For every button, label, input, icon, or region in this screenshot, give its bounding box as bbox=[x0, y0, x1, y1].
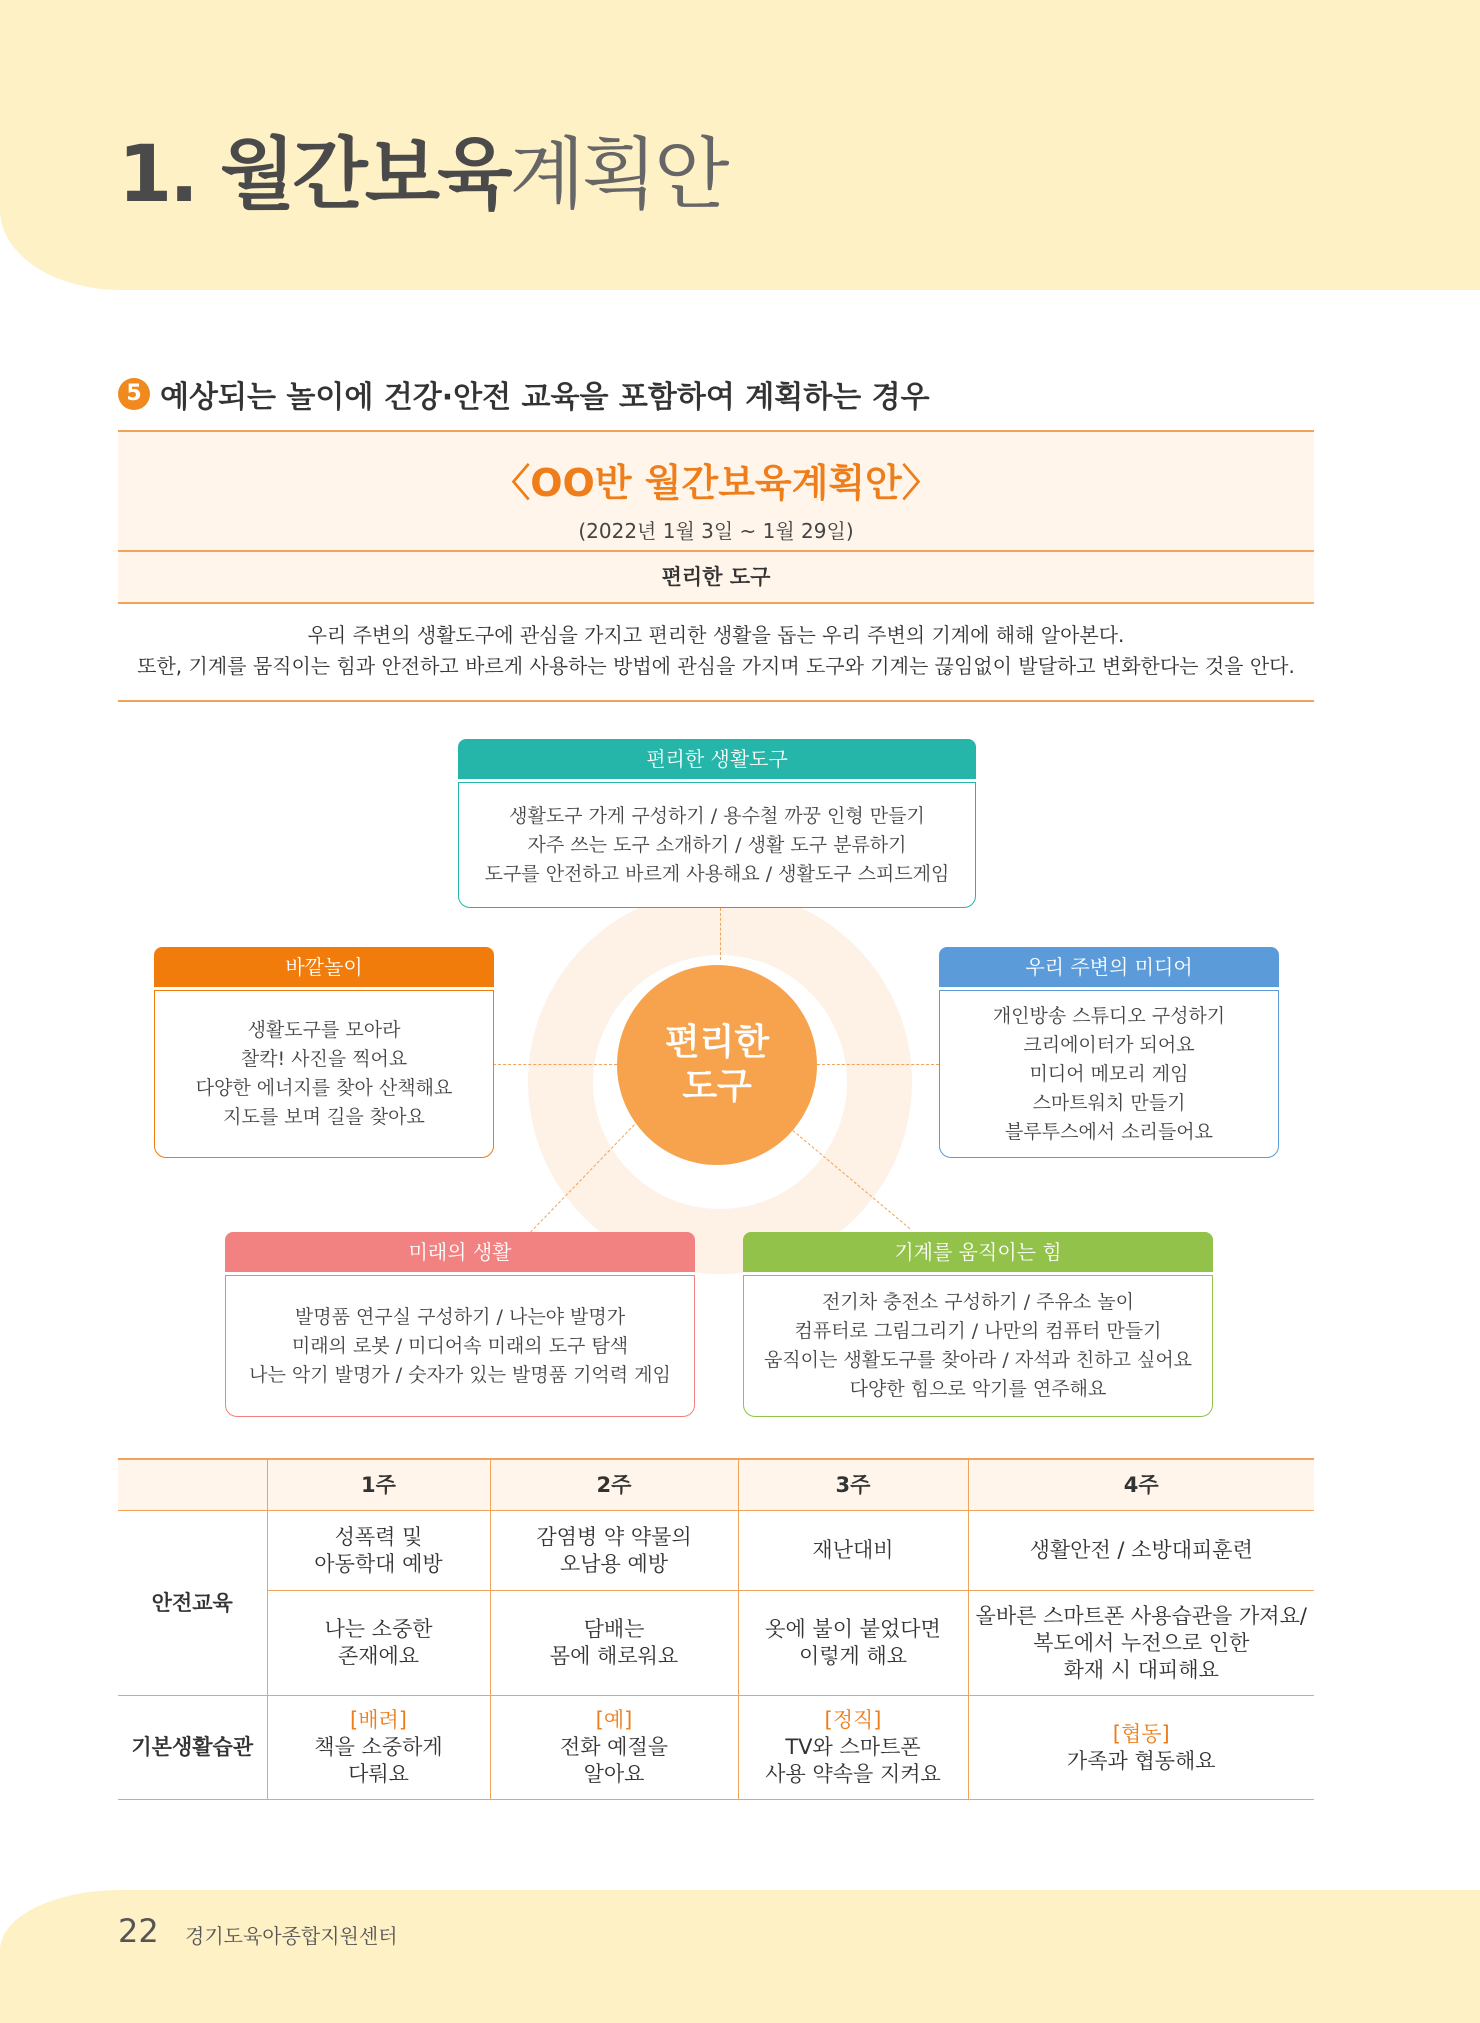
habit-text: TV와 스마트폰 사용 약속을 지켜요 bbox=[765, 1735, 941, 1786]
section-number-badge: 5 bbox=[118, 378, 150, 410]
habit-tag: [예] bbox=[595, 1708, 633, 1732]
category-item: 블루투스에서 소리들어요 bbox=[1005, 1120, 1213, 1143]
table-cell: 생활안전 / 소방대피훈련 bbox=[968, 1511, 1314, 1591]
plan-topic: 편리한 도구 bbox=[118, 552, 1314, 604]
page-title-light: 계획안 bbox=[509, 130, 727, 220]
plan-goal-line: 우리 주변의 생활도구에 관심을 가지고 편리한 생활을 돕는 우리 주변의 기계에 해해 알아본다. bbox=[307, 623, 1125, 647]
weekly-header-week: 1주 bbox=[267, 1459, 490, 1511]
connector-left bbox=[493, 1064, 617, 1065]
page-number: 22 bbox=[118, 1912, 159, 1950]
category-item: 생활도구 가게 구성하기 / 용수철 까꿍 인형 만들기 bbox=[509, 804, 925, 827]
category-item: 발명품 연구실 구성하기 / 나는야 발명가 bbox=[294, 1305, 626, 1328]
plan-box bbox=[118, 430, 1314, 702]
table-cell: 담배는 몸에 해로워요 bbox=[490, 1591, 738, 1696]
category-card bbox=[458, 739, 976, 908]
plan-goal bbox=[118, 604, 1314, 702]
table-cell: 올바른 스마트폰 사용습관을 가져요/ 복도에서 누전으로 인한 화재 시 대피해요 bbox=[968, 1591, 1314, 1696]
table-row bbox=[118, 1696, 1314, 1800]
category-item: 지도를 보며 길을 찾아요 bbox=[223, 1106, 425, 1128]
category-card bbox=[743, 1232, 1213, 1417]
category-label: 우리 주변의 미디어 bbox=[939, 947, 1279, 987]
weekly-plan-table bbox=[118, 1458, 1314, 1800]
table-row bbox=[118, 1511, 1314, 1591]
plan-goal-line: 또한, 기계를 뭄직이는 힘과 안전하고 바르게 사용하는 방법에 관심을 가지며 도구와 기계는 끊임없이 발달하고 변화한다는 것을 안다. bbox=[137, 654, 1295, 678]
category-item: 나는 악기 발명가 / 숫자가 있는 발명품 기억력 게임 bbox=[249, 1363, 671, 1386]
plan-header bbox=[118, 430, 1314, 552]
category-item: 다양한 에너지를 찾아 산책해요 bbox=[195, 1077, 453, 1099]
category-item: 미디어 메모리 게임 bbox=[1029, 1062, 1189, 1085]
category-item: 컴퓨터로 그림그리기 / 나만의 컴퓨터 만들기 bbox=[794, 1320, 1162, 1342]
web-center-topic bbox=[617, 965, 817, 1165]
category-label: 미래의 생활 bbox=[225, 1232, 695, 1272]
category-card bbox=[939, 947, 1279, 1158]
category-label: 기계를 움직이는 힘 bbox=[743, 1232, 1213, 1272]
category-item: 자주 쓰는 도구 소개하기 / 생활 도구 분류하기 bbox=[527, 833, 907, 856]
habit-text: 전화 예절을 알아요 bbox=[559, 1735, 669, 1786]
weekly-header-row bbox=[118, 1459, 1314, 1511]
category-item: 전기차 충전소 구성하기 / 주유소 놀이 bbox=[822, 1291, 1134, 1313]
category-item: 미래의 로봇 / 미디어속 미래의 도구 탐색 bbox=[291, 1334, 629, 1357]
habit-tag: [협동] bbox=[1112, 1721, 1170, 1746]
weekly-header-week: 3주 bbox=[738, 1459, 968, 1511]
category-card bbox=[225, 1232, 695, 1417]
category-body bbox=[743, 1275, 1213, 1417]
habit-tag: [정직] bbox=[824, 1708, 882, 1732]
table-cell: 나는 소중한 존재에요 bbox=[267, 1591, 490, 1696]
category-body bbox=[154, 990, 494, 1158]
category-item: 크리에이터가 되어요 bbox=[1023, 1033, 1195, 1056]
habit-text: 가족과 협동해요 bbox=[1066, 1748, 1216, 1773]
publisher-name: 경기도육아종합지원센터 bbox=[185, 1924, 398, 1948]
category-item: 찰칵! 사진을 찍어요 bbox=[240, 1048, 408, 1070]
connector-top bbox=[720, 908, 721, 960]
web-center-line: 도구 bbox=[682, 1066, 752, 1107]
web-center-line: 편리한 bbox=[664, 1022, 770, 1063]
plan-title: 〈OO반 월간보육계획안〉 bbox=[492, 461, 940, 505]
table-cell bbox=[267, 1696, 490, 1800]
page-title bbox=[118, 112, 727, 224]
table-cell: 옷에 불이 붙었다면 이렇게 해요 bbox=[738, 1591, 968, 1696]
weekly-header-corner bbox=[118, 1459, 267, 1511]
category-card bbox=[154, 947, 494, 1158]
table-cell bbox=[490, 1696, 738, 1800]
table-cell bbox=[738, 1696, 968, 1800]
weekly-header-week: 2주 bbox=[490, 1459, 738, 1511]
plan-period: (2022년 1월 3일 ~ 1월 29일) bbox=[578, 519, 854, 543]
habit-tag: [배려] bbox=[350, 1708, 407, 1732]
table-cell: 감염병 약 약물의 오남용 예방 bbox=[490, 1511, 738, 1591]
category-item: 스마트워치 만들기 bbox=[1032, 1091, 1186, 1114]
category-item: 움직이는 생활도구를 찾아라 / 자석과 친하고 싶어요 bbox=[763, 1349, 1193, 1371]
table-cell bbox=[968, 1696, 1314, 1800]
category-body bbox=[458, 782, 976, 908]
section-heading-text: 예상되는 놀이에 건강·안전 교육을 포함하여 계획하는 경우 bbox=[160, 380, 930, 415]
footer-band bbox=[0, 1890, 1480, 2023]
table-row bbox=[118, 1591, 1314, 1696]
habit-text: 책을 소중하게 다뤄요 bbox=[314, 1735, 443, 1786]
category-item: 다양한 힘으로 악기를 연주해요 bbox=[849, 1378, 1107, 1400]
safety-row-label: 안전교육 bbox=[118, 1511, 267, 1696]
habit-row-label: 기본생활습관 bbox=[118, 1696, 267, 1800]
section-heading bbox=[118, 372, 930, 416]
category-body bbox=[225, 1275, 695, 1417]
table-cell: 성폭력 및 아동학대 예방 bbox=[267, 1511, 490, 1591]
category-body bbox=[939, 990, 1279, 1158]
table-cell: 재난대비 bbox=[738, 1511, 968, 1591]
category-label: 편리한 생활도구 bbox=[458, 739, 976, 779]
category-item: 개인방송 스튜디오 구성하기 bbox=[992, 1004, 1226, 1027]
page-title-bold: 1. 월간보육 bbox=[118, 130, 510, 220]
category-label: 바깥놀이 bbox=[154, 947, 494, 987]
weekly-header-week: 4주 bbox=[968, 1459, 1314, 1511]
connector-right bbox=[817, 1064, 939, 1065]
category-item: 도구를 안전하고 바르게 사용해요 / 생활도구 스피드게임 bbox=[484, 862, 950, 885]
category-item: 생활도구를 모아라 bbox=[247, 1019, 401, 1041]
